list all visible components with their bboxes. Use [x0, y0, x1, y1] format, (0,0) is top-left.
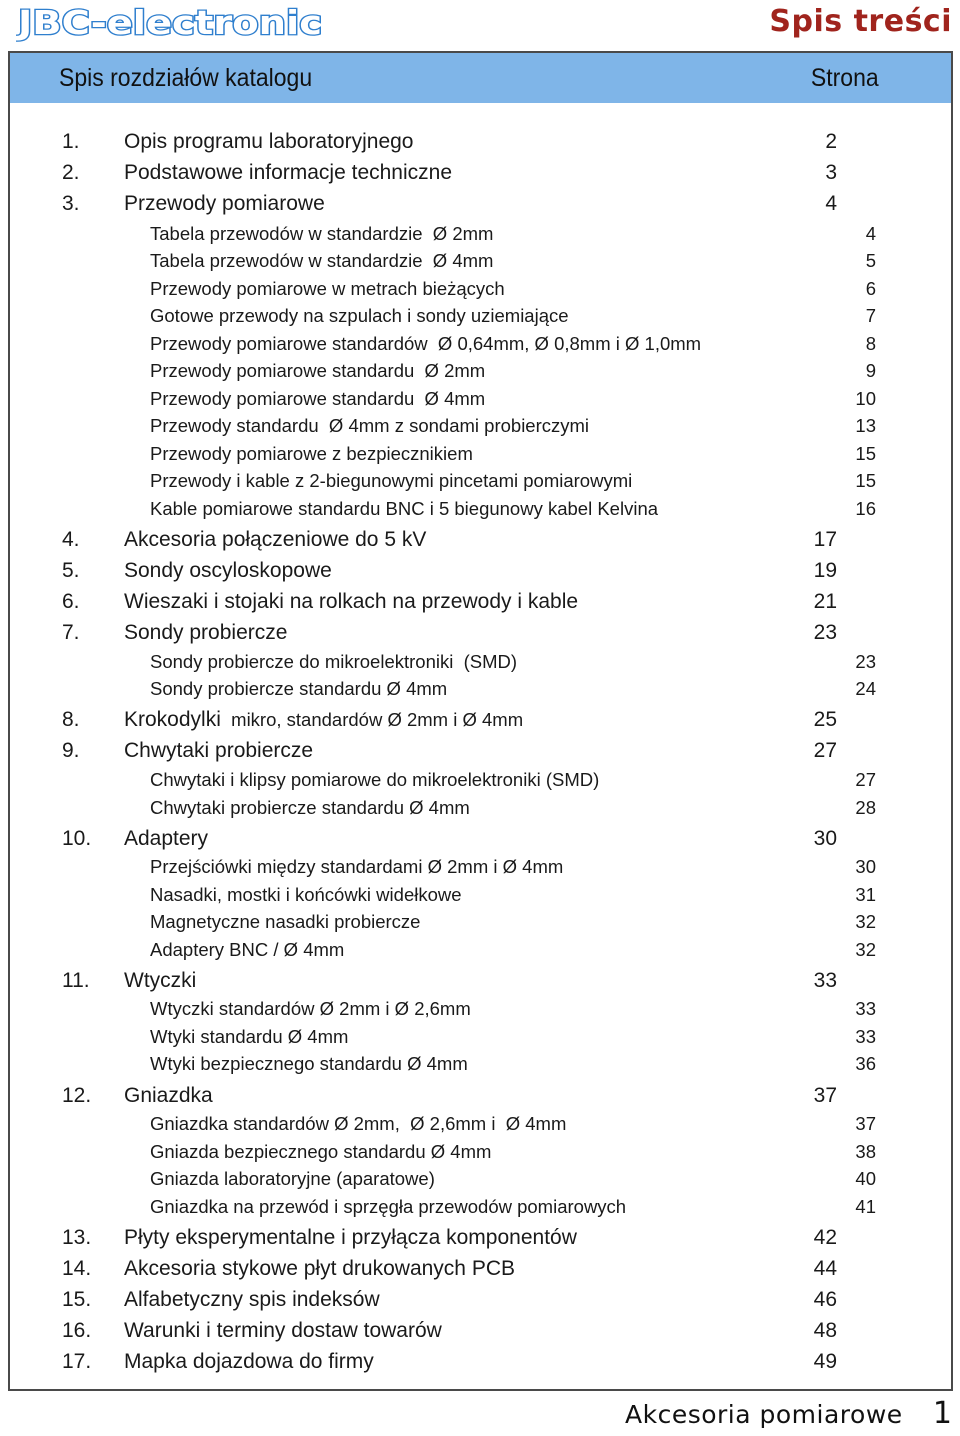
- toc-entry-page: 37: [813, 1084, 837, 1107]
- toc-chapter-number: 5.: [62, 559, 80, 582]
- toc-chapter-number: 3.: [62, 192, 80, 215]
- toc-entry-page: 13: [855, 415, 876, 436]
- toc-entry-label: [124, 1226, 577, 1250]
- toc-entry-label: [150, 1053, 468, 1075]
- toc-entry-page: 37: [855, 1113, 876, 1134]
- toc-entry-label-text: Adaptery BNC / Ø 4mm: [150, 939, 345, 960]
- toc-entry-page: 7: [865, 305, 876, 326]
- toc-entry-page: 2: [825, 130, 837, 153]
- toc-entry-page: 49: [813, 1350, 837, 1373]
- toc-entry-label-text: Przewody standardu Ø 4mm z sondami probierczymi: [150, 415, 590, 436]
- brand-logo: [16, 2, 326, 42]
- toc-entry-page: 10: [855, 388, 876, 409]
- toc-entry-label-text: Sondy oscyloskopowe: [124, 559, 332, 582]
- toc-entry-label: [150, 1026, 348, 1048]
- toc-entry-page: 4: [825, 192, 837, 215]
- toc-entry-page: 5: [865, 250, 876, 271]
- toc-entry-label-text: Gniazdka standardów Ø 2mm, Ø 2,6mm i Ø 4mm: [150, 1113, 567, 1134]
- toc-entry-label-text: Przewody pomiarowe z bezpiecznikiem: [150, 443, 473, 464]
- toc-entry-label-text: Kable pomiarowe standardu BNC i 5 biegunowy kabel Kelvina: [150, 498, 659, 519]
- toc-entry-label-text: Gniazdka na przewód i sprzęgła przewodów pomiarowych: [150, 1196, 627, 1217]
- svg-text:JBC-electronic: JBC-electronic: [16, 3, 322, 42]
- toc-entry-page: 16: [855, 498, 876, 519]
- toc-chapter-number: 17.: [62, 1350, 92, 1373]
- toc-entry-label: [124, 1319, 442, 1343]
- toc-entry-label-text: Gniazda bezpiecznego standardu Ø 4mm: [150, 1141, 492, 1162]
- toc-entry-label-text: Chwytaki probiercze: [124, 739, 314, 762]
- toc-chapter-number: 12.: [62, 1084, 92, 1107]
- toc-entry-label: [124, 161, 452, 185]
- toc-entry-label: [150, 223, 493, 245]
- toc-entry-page: 36: [855, 1053, 876, 1074]
- toc-entry-label-text: Chwytaki i klipsy pomiarowe do mikroelektroniki (SMD): [150, 769, 600, 790]
- toc-entry-label: [124, 559, 332, 583]
- toc-list: [10, 53, 951, 1389]
- toc-entry-label: [150, 1168, 435, 1190]
- toc-entry-label: [150, 884, 462, 906]
- toc-entry-label-text: Wieszaki i stojaki na rolkach na przewody i kable: [124, 590, 579, 613]
- toc-entry-page: 27: [813, 739, 837, 762]
- toc-entry-label-text: Akcesoria stykowe płyt drukowanych PCB: [124, 1257, 515, 1280]
- toc-chapter-number: 8.: [62, 708, 80, 731]
- toc-entry-label-text: Przewody i kable z 2-biegunowymi pincetami pomiarowymi: [150, 470, 633, 491]
- toc-entry-label: [124, 708, 523, 732]
- toc-entry-page: 15: [855, 443, 876, 464]
- toc-entry-label: [124, 528, 426, 552]
- toc-chapter-number: 16.: [62, 1319, 92, 1342]
- toc-entry-page: 46: [813, 1288, 837, 1311]
- header-page-label: Strona: [811, 64, 879, 92]
- toc-entry-label-text: Warunki i terminy dostaw towarów: [124, 1319, 442, 1342]
- toc-entry-label-text: Krokodylki: [124, 708, 221, 731]
- toc-entry-page: 33: [855, 1026, 876, 1047]
- toc-entry-page: 33: [855, 998, 876, 1019]
- toc-entry-label-text: Akcesoria połączeniowe do 5 kV: [124, 528, 427, 551]
- toc-entry-label: [124, 590, 578, 614]
- toc-entry-label: [124, 1257, 515, 1281]
- toc-entry-label-text: Sondy probiercze do mikroelektroniki (SMD): [150, 651, 518, 672]
- toc-entry-label-text: Przewody pomiarowe standardu Ø 2mm: [150, 360, 486, 381]
- toc-chapter-number: 9.: [62, 739, 80, 762]
- toc-panel: [8, 51, 953, 1391]
- toc-entry-page: 24: [855, 678, 876, 699]
- toc-entry-page: 44: [813, 1257, 837, 1280]
- toc-entry-page: 6: [865, 278, 876, 299]
- toc-entry-page: 19: [813, 559, 837, 582]
- toc-entry-label-text: Tabela przewodów w standardzie Ø 2mm: [150, 223, 494, 244]
- toc-entry-label-text: Mapka dojazdowa do firmy: [124, 1350, 374, 1373]
- toc-entry-label-text: Wtyki standardu Ø 4mm: [150, 1026, 349, 1047]
- header-chapters-label: Spis rozdziałów katalogu: [59, 64, 313, 92]
- toc-entry-label: [124, 739, 313, 763]
- toc-entry-label: [150, 769, 599, 791]
- toc-entry-page: 27: [855, 769, 876, 790]
- toc-entry-label: [150, 333, 701, 355]
- toc-entry-label: [150, 797, 470, 819]
- toc-entry-page: 8: [865, 333, 876, 354]
- toc-entry-label-text: Przewody pomiarowe w metrach bieżących: [150, 278, 505, 299]
- footer-title: Akcesoria pomiarowe: [625, 1400, 903, 1429]
- toc-entry-label-text: Sondy probiercze standardu Ø 4mm: [150, 678, 448, 699]
- toc-chapter-number: 4.: [62, 528, 80, 551]
- toc-entry-label: [150, 443, 473, 465]
- toc-entry-label: [150, 939, 344, 961]
- toc-entry-label-text: Przewody pomiarowe: [124, 192, 325, 215]
- toc-entry-page: 48: [813, 1319, 837, 1342]
- toc-entry-label: [150, 856, 563, 878]
- toc-entry-label-text: Przewody pomiarowe standardu Ø 4mm: [150, 388, 486, 409]
- toc-entry-page: 42: [813, 1226, 837, 1249]
- toc-chapter-number: 6.: [62, 590, 80, 613]
- toc-entry-label: [124, 192, 325, 216]
- toc-entry-label-text: Adaptery: [124, 827, 209, 850]
- toc-entry-label-text: Chwytaki probiercze standardu Ø 4mm: [150, 797, 470, 818]
- toc-entry-label-text: Nasadki, mostki i końcówki widełkowe: [150, 884, 462, 905]
- toc-chapter-number: 1.: [62, 130, 80, 153]
- toc-entry-page: 4: [865, 223, 876, 244]
- toc-entry-label-text: Wtyki bezpiecznego standardu Ø 4mm: [150, 1053, 468, 1074]
- toc-entry-page: 30: [813, 827, 837, 850]
- toc-entry-label: [124, 1288, 380, 1312]
- toc-entry-label: [150, 651, 517, 673]
- toc-entry-label: [150, 678, 447, 700]
- toc-chapter-number: 7.: [62, 621, 80, 644]
- toc-entry-label: [150, 498, 658, 520]
- toc-entry-label-text: Tabela przewodów w standardzie Ø 4mm: [150, 250, 494, 271]
- toc-entry-label: [150, 305, 569, 327]
- toc-chapter-number: 2.: [62, 161, 80, 184]
- toc-entry-label-text: Przewody pomiarowe standardów Ø 0,64mm, Ø 0,8mm i Ø 1,0mm: [150, 333, 702, 354]
- toc-entry-label: [150, 1141, 491, 1163]
- toc-entry-label: [150, 250, 493, 272]
- toc-entry-label-extra: mikro, standardów Ø 2mm i Ø 4mm: [220, 709, 524, 730]
- toc-entry-page: 32: [855, 911, 876, 932]
- toc-entry-label: [150, 1196, 626, 1218]
- toc-entry-page: 31: [855, 884, 876, 905]
- toc-entry-page: 40: [855, 1168, 876, 1189]
- toc-entry-label: [150, 470, 632, 492]
- toc-entry-label-text: Przejściówki między standardami Ø 2mm i Ø 4mm: [150, 856, 564, 877]
- toc-entry-page: 17: [813, 528, 837, 551]
- toc-entry-label: [150, 415, 589, 437]
- toc-entry-page: 32: [855, 939, 876, 960]
- toc-entry-label: [150, 1113, 566, 1135]
- toc-entry-label-text: Płyty eksperymentalne i przyłącza komponentów: [124, 1226, 577, 1249]
- toc-entry-page: 33: [813, 969, 837, 992]
- toc-entry-page: 41: [855, 1196, 876, 1217]
- toc-entry-label: [150, 360, 485, 382]
- toc-entry-label-text: Wtyczki: [124, 969, 197, 992]
- toc-entry-page: 30: [855, 856, 876, 877]
- toc-entry-label: [124, 969, 196, 993]
- toc-entry-label: [124, 827, 208, 851]
- page-number: 1: [932, 1396, 952, 1431]
- toc-entry-label-text: Opis programu laboratoryjnego: [124, 130, 414, 153]
- toc-entry-label: [150, 388, 485, 410]
- toc-entry-page: 3: [825, 161, 837, 184]
- toc-chapter-number: 10.: [62, 827, 92, 850]
- toc-entry-label-text: Gniazdka: [124, 1084, 213, 1107]
- section-title: Spis treści: [769, 4, 952, 39]
- toc-entry-page: 28: [855, 797, 876, 818]
- toc-entry-page: 23: [813, 621, 837, 644]
- toc-chapter-number: 14.: [62, 1257, 92, 1280]
- toc-entry-page: 15: [855, 470, 876, 491]
- toc-entry-label-text: Alfabetyczny spis indeksów: [124, 1288, 380, 1311]
- toc-chapter-number: 13.: [62, 1226, 92, 1249]
- toc-chapter-number: 15.: [62, 1288, 92, 1311]
- toc-chapter-number: 11.: [62, 969, 90, 992]
- toc-entry-page: 38: [855, 1141, 876, 1162]
- toc-entry-label-text: Podstawowe informacje techniczne: [124, 161, 453, 184]
- toc-entry-label: [124, 130, 414, 154]
- toc-entry-page: 23: [855, 651, 876, 672]
- toc-entry-label: [124, 621, 287, 645]
- toc-entry-label: [150, 911, 420, 933]
- toc-entry-label: [124, 1084, 213, 1108]
- toc-entry-label-text: Wtyczki standardów Ø 2mm i Ø 2,6mm: [150, 998, 471, 1019]
- toc-entry-page: 9: [865, 360, 876, 381]
- toc-entry-label-text: Gotowe przewody na szpulach i sondy uziemiające: [150, 305, 569, 326]
- toc-entry-page: 25: [813, 708, 837, 731]
- toc-entry-label: [124, 1350, 374, 1374]
- toc-entry-page: 21: [813, 590, 837, 613]
- toc-entry-label: [150, 278, 505, 300]
- toc-entry-label-text: Magnetyczne nasadki probiercze: [150, 911, 421, 932]
- toc-entry-label-text: Gniazda laboratoryjne (aparatowe): [150, 1168, 435, 1189]
- toc-entry-label: [150, 998, 471, 1020]
- toc-entry-label-text: Sondy probiercze: [124, 621, 288, 644]
